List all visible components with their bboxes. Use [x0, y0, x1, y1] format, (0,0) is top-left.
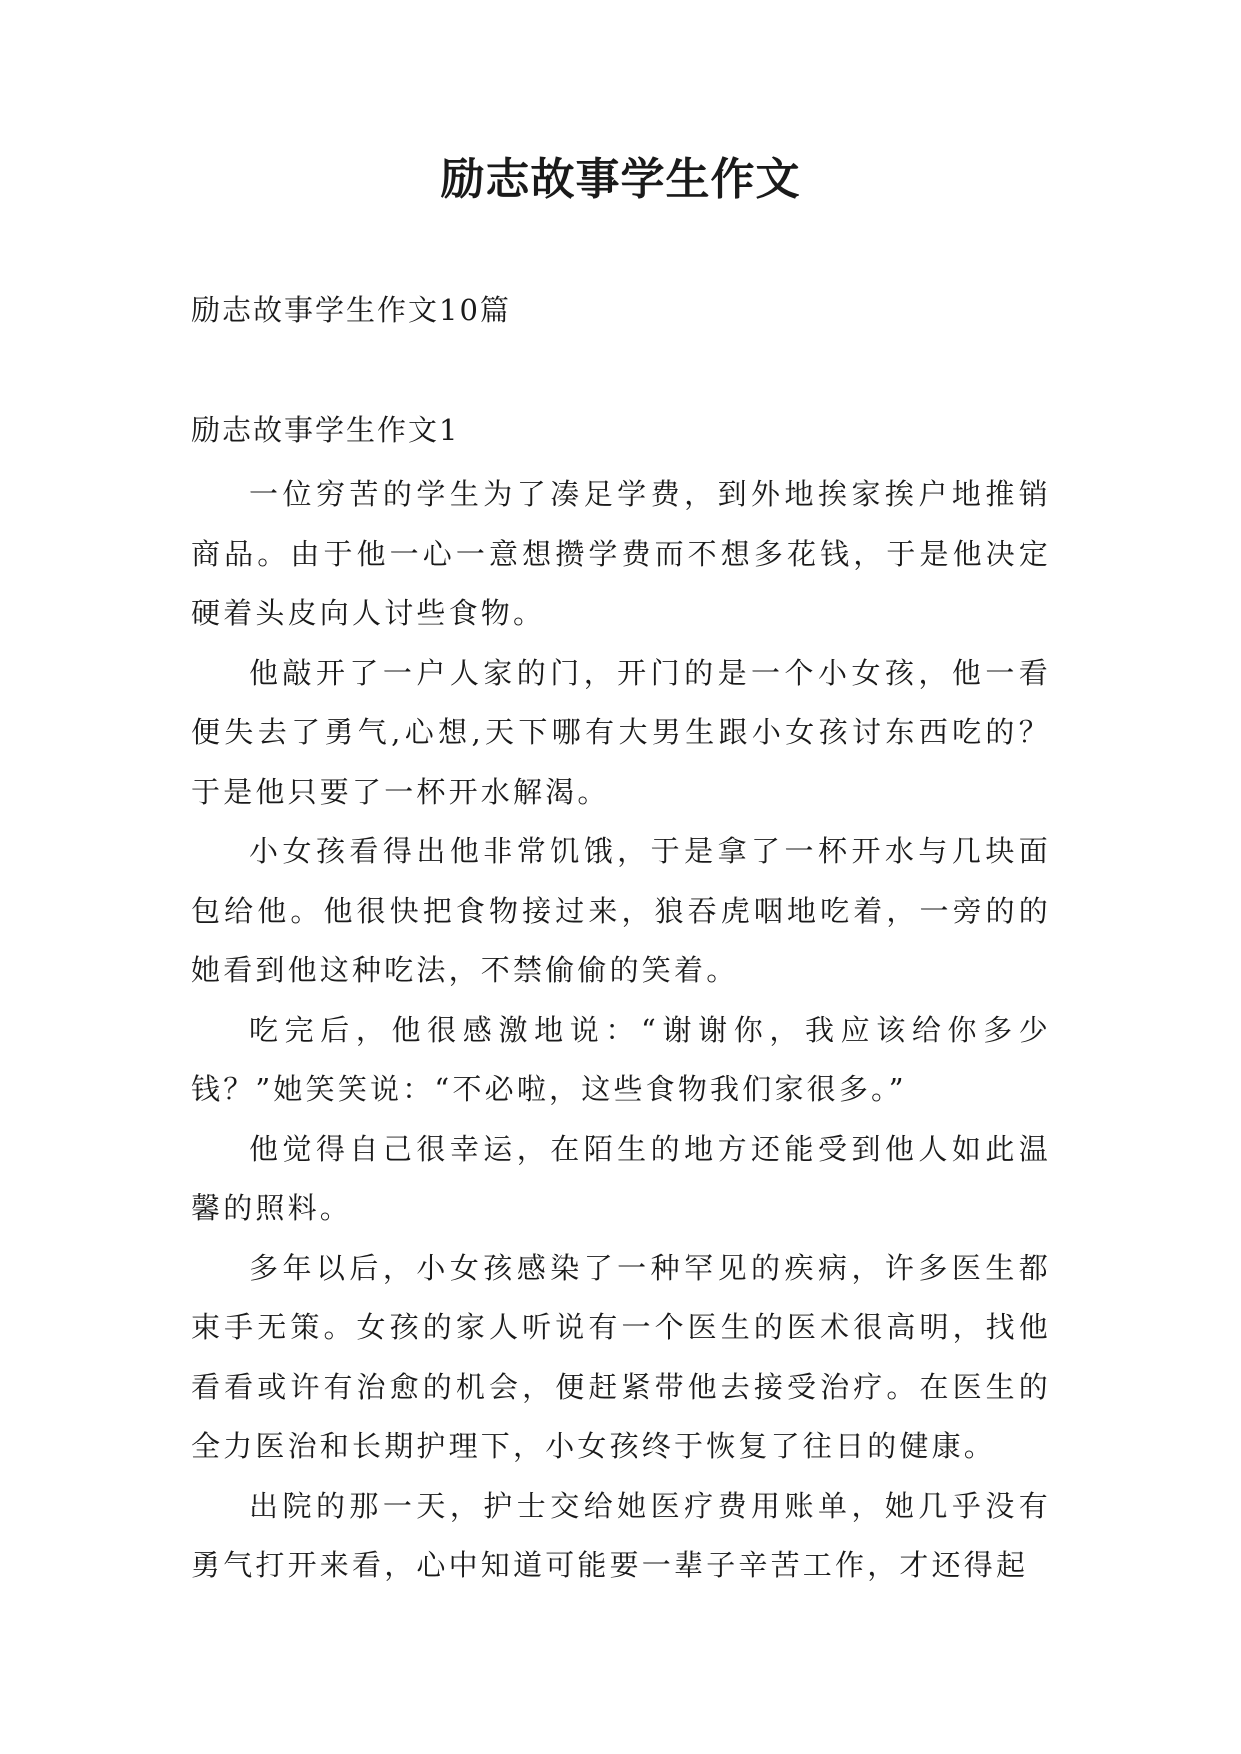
- paragraph: 一位穷苦的学生为了凑足学费，到外地挨家挨户地推销商品。由于他一心一意想攒学费而不想多花钱，于是他决定硬着头皮向人讨些食物。: [191, 477, 1051, 630]
- paragraph: 他敲开了一户人家的门，开门的是一个小女孩，他一看便失去了勇气,心想,天下哪有大男生跟小女孩讨东西吃的？于是他只要了一杯开水解渴。: [191, 655, 1051, 809]
- paragraph: 出院的那一天，护士交给她医疗费用账单，她几乎没有勇气打开来看，心中知道可能要一辈子辛苦工作，才还得起: [191, 1488, 1051, 1582]
- document-title: 励志故事学生作文: [440, 154, 801, 205]
- document-body: [191, 465, 1051, 1596]
- document-subtitle: 励志故事学生作文10篇: [191, 293, 511, 327]
- paragraph: 吃完后，他很感激地说：“谢谢你，我应该给你多少钱？”她笑笑说：“不必啦，这些食物我们家很多。”: [191, 1012, 1051, 1106]
- section-heading: 励志故事学生作文1: [191, 413, 460, 447]
- paragraph: 他觉得自己很幸运，在陌生的地方还能受到他人如此温馨的照料。: [191, 1131, 1051, 1225]
- paragraph: 小女孩看得出他非常饥饿，于是拿了一杯开水与几块面包给他。他很快把食物接过来，狼吞虎咽地吃着，一旁的的她看到他这种吃法，不禁偷偷的笑着。: [191, 834, 1051, 987]
- paragraph: 多年以后，小女孩感染了一种罕见的疾病，许多医生都束手无策。女孩的家人听说有一个医生的医术很高明，找他看看或许有治愈的机会，便赶紧带他去接受治疗。在医生的全力医治和长期护理下，小女孩终于恢复了往日的健康。: [191, 1250, 1051, 1463]
